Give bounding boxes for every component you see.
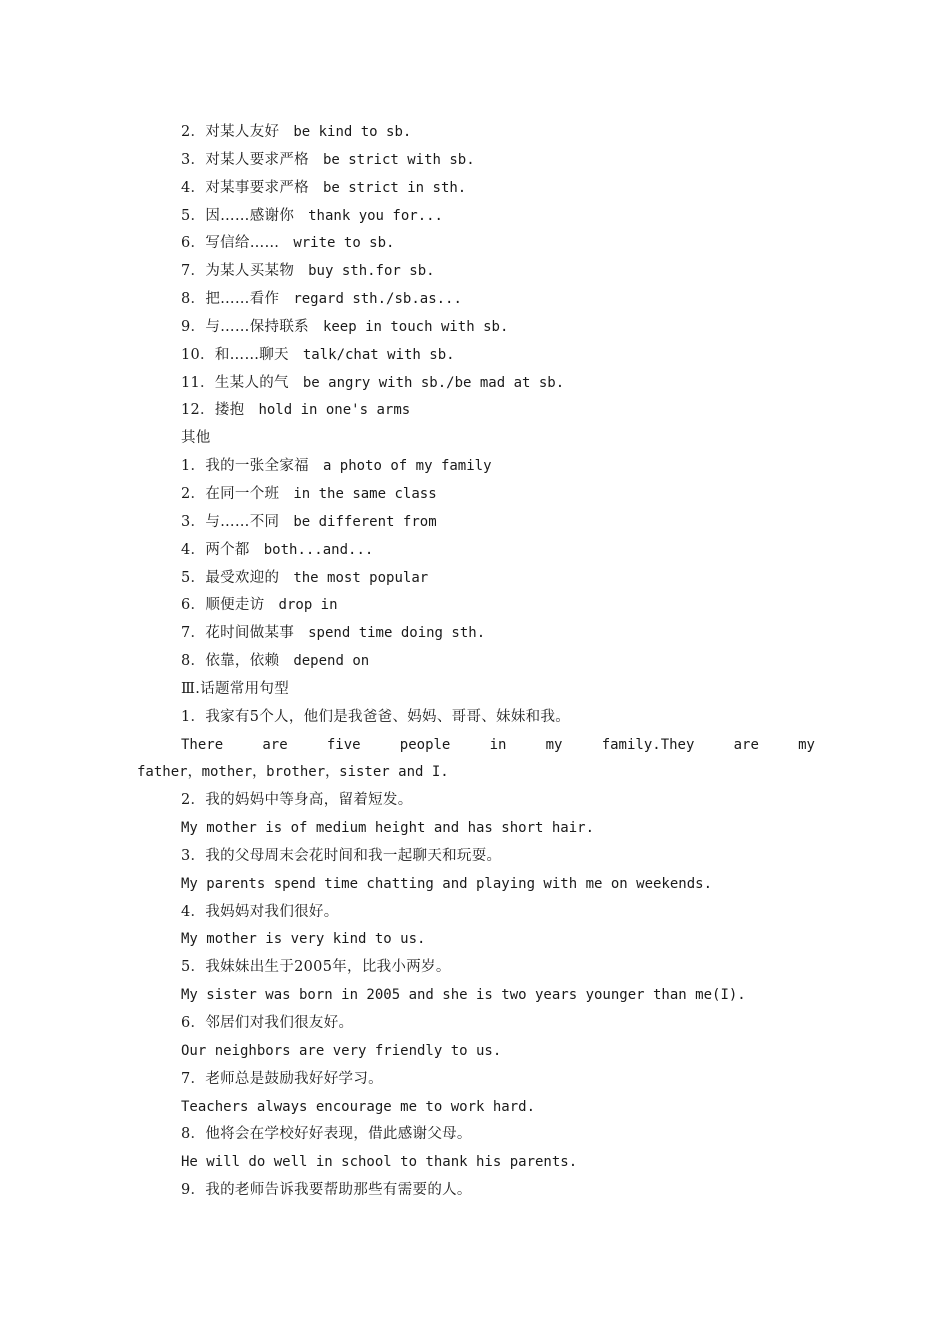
phrase-line: 10．和……聊天 talk/chat with sb.: [181, 346, 455, 363]
sentence-en: He will do well in school to thank his parents.: [181, 1154, 578, 1171]
phrase-line: 6．写信给…… write to sb.: [181, 235, 395, 252]
sentence-zh: 7．老师总是鼓励我好好学习。: [181, 1070, 383, 1087]
phrase-line: 3．对某人要求严格 be strict with sb.: [181, 151, 475, 168]
sentence-zh: 3．我的父母周末会花时间和我一起聊天和玩耍。: [181, 847, 502, 864]
word: are: [262, 736, 288, 753]
phrase-line: 12．搂抱 hold in one's arms: [181, 402, 411, 419]
phrase-line: 8．把……看作 regard sth./sb.as...: [181, 291, 462, 308]
sentence-en-continued: father，mother，brother，sister and I.: [137, 764, 449, 781]
phrase-line: 5．因……感谢你 thank you for...: [181, 207, 443, 224]
sentence-en: My sister was born in 2005 and she is two years younger than me(I).: [181, 987, 746, 1004]
word: five: [326, 736, 361, 753]
phrase-line: 11．生某人的气 be angry with sb./be mad at sb.: [181, 374, 565, 391]
phrase-line: 2．在同一个班 in the same class: [181, 485, 437, 502]
sentence-zh: 1．我家有5个人，他们是我爸爸、妈妈、哥哥、妹妹和我。: [181, 708, 571, 725]
phrase-line: 4．两个都 both...and...: [181, 541, 374, 558]
word: my: [798, 736, 815, 753]
phrase-line: 9．与……保持联系 keep in touch with sb.: [181, 318, 509, 335]
sentence-en: My mother is very kind to us.: [181, 931, 426, 948]
sentence-zh: 6．邻居们对我们很友好。: [181, 1015, 354, 1031]
phrase-line: 7．为某人买某物 buy sth.for sb.: [181, 263, 435, 280]
sentence-zh: 5．我妹妹出生于2005年，比我小两岁。: [181, 959, 451, 976]
word: There: [181, 736, 224, 753]
word: people: [399, 736, 451, 753]
sentence-en: My parents spend time chatting and playing with me on weekends.: [181, 875, 713, 892]
sentence-zh: 9．我的老师告诉我要帮助那些有需要的人。: [181, 1182, 472, 1199]
sentence-zh: 8．他将会在学校好好表现，借此感谢父母。: [181, 1126, 472, 1143]
sentence-en: My mother is of medium height and has short hair.: [181, 820, 595, 837]
sentence-en-justified: [137, 732, 815, 760]
phrase-line: 2．对某人友好 be kind to sb.: [181, 124, 412, 140]
word: are: [733, 736, 759, 753]
sentence-zh: 2．我的妈妈中等身高，留着短发。: [181, 792, 413, 809]
phrase-line: 8．依靠，依赖 depend on: [181, 653, 370, 670]
phrase-line: 1．我的一张全家福 a photo of my family: [181, 458, 492, 475]
phrase-line: 6．顺便走访 drop in: [181, 597, 338, 614]
sentence-en: Teachers always encourage me to work hard.: [181, 1098, 536, 1115]
section-heading: Ⅲ.话题常用句型: [181, 680, 289, 697]
word: my: [545, 736, 563, 753]
phrase-line: 3．与……不同 be different from: [181, 513, 437, 530]
phrase-line: 5．最受欢迎的 the most popular: [181, 569, 429, 586]
word: in: [489, 736, 507, 753]
phrase-line: 4．对某事要求严格 be strict in sth.: [181, 179, 467, 196]
sentence-zh: 4．我妈妈对我们很好。: [181, 903, 339, 920]
phrase-line: 7．花时间做某事 spend time doing sth.: [181, 625, 486, 642]
other-heading: 其他: [181, 430, 211, 447]
word: family.They: [601, 736, 695, 753]
document-content: [137, 119, 815, 1205]
sentence-en: Our neighbors are very friendly to us.: [181, 1042, 502, 1059]
